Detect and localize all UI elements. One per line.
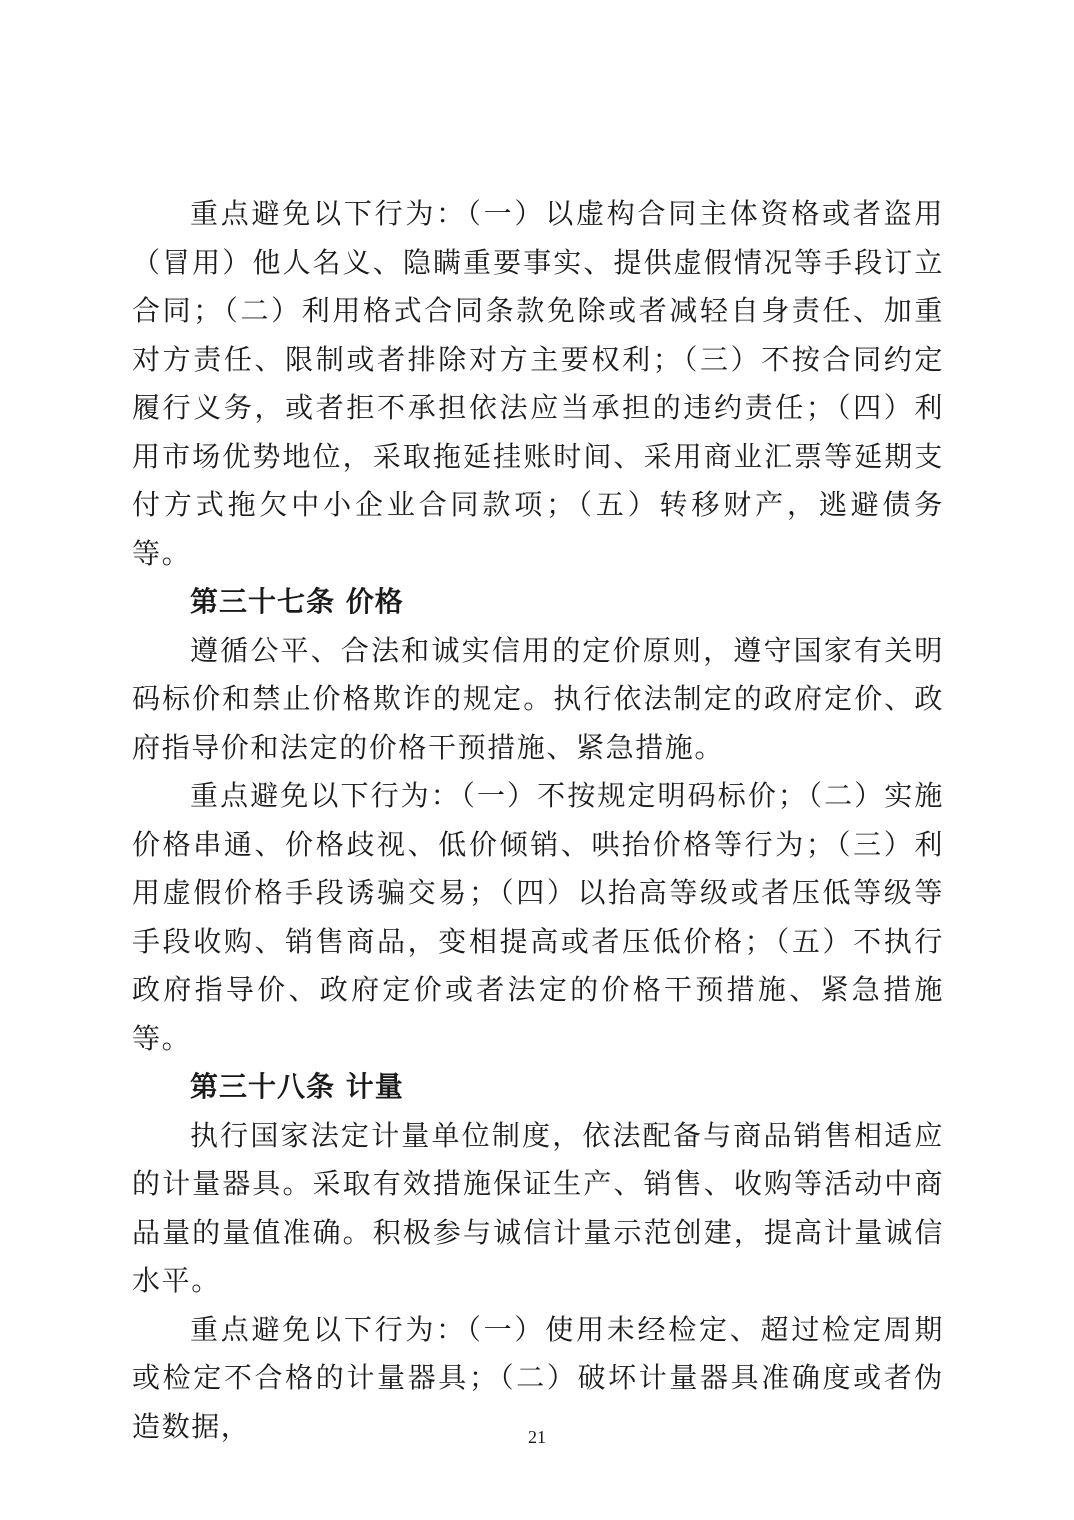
- article-38-heading: 第三十八条 计量: [190, 1070, 404, 1103]
- page-number: 21: [528, 1427, 546, 1447]
- paragraph-metrology-principles: 执行国家法定计量单位制度，依法配备与商品销售相适应的计量器具。采取有效措施保证生产、销售、收购等活动中商品量的量值准确。积极参与诚信计量示范创建，提高计量诚信水平。: [132, 1118, 944, 1297]
- paragraph-metrology-prohibited-acts: 重点避免以下行为：（一）使用未经检定、超过检定周期或检定不合格的计量器具；（二）破坏计量器具准确度或者伪造数据，: [132, 1312, 944, 1443]
- paragraph-pricing-principles: 遵循公平、合法和诚实信用的定价原则，遵守国家有关明码标价和禁止价格欺诈的规定。执行依法制定的政府定价、政府指导价和法定的价格干预措施、紧急措施。: [132, 633, 944, 764]
- paragraph-contract-prohibited-acts: 重点避免以下行为：（一）以虚构合同主体资格或者盗用（冒用）他人名义、隐瞒重要事实、提供虚假情况等手段订立合同；（二）利用格式合同条款免除或者减轻自身责任、加重对方责任、限制或者排除对方主要权利；（三）不按合同约定履行义务，或者拒不承担依法应当承担的违约责任；（四）利用市场优势地位，采取拖延挂账时间、采用商业汇票等延期支付方式拖欠中小企业合同款项；（五）转移财产，逃避债务等。: [132, 197, 944, 570]
- document-body: [132, 190, 944, 1451]
- paragraph-pricing-prohibited-acts: 重点避免以下行为：（一）不按规定明码标价；（二）实施价格串通、价格歧视、低价倾销、哄抬价格等行为；（三）利用虚假价格手段诱骗交易；（四）以抬高等级或者压低等级等手段收购、销售商品，变相提高或者压低价格；（五）不执行政府指导价、政府定价或者法定的价格干预措施、紧急措施等。: [132, 779, 944, 1055]
- article-37-heading: 第三十七条 价格: [190, 585, 404, 618]
